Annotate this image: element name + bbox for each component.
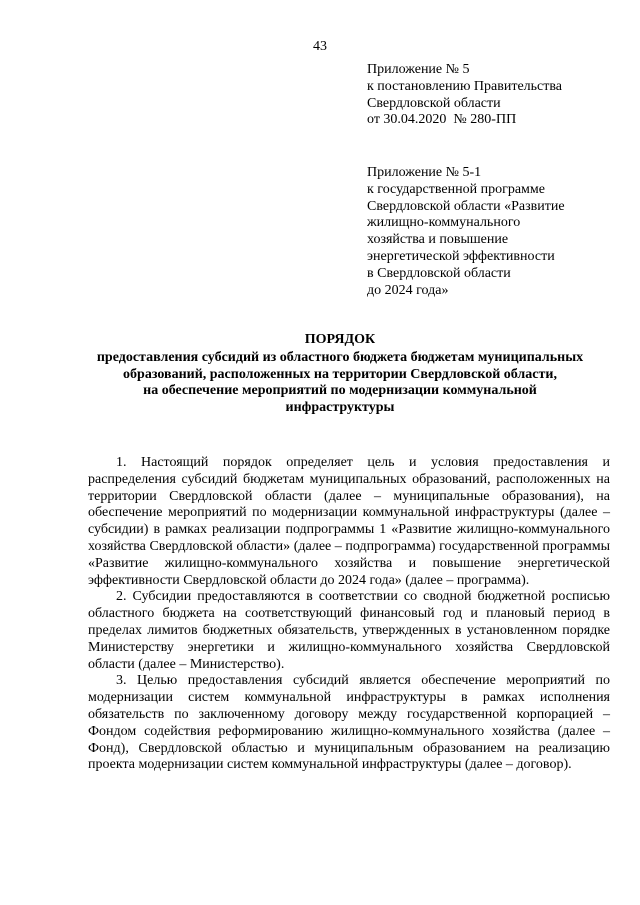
document-body [88, 455, 610, 774]
appendix-header-2 [367, 165, 617, 299]
appendix-2-line: энергетической эффективности [367, 248, 555, 264]
document-title [70, 332, 610, 417]
title-line: на обеспечение мероприятий по модернизации коммунальной [143, 383, 537, 399]
appendix-2-line: в Свердловской области [367, 265, 511, 281]
paragraph-3: 3. Целью предоставления субсидий является обеспечение мероприятий по модернизации систем коммунальной инфраструктуры в рамках исполнения обязательств по заключенному договору между государственной корпорацией – Фондом содействия реформированию жилищно-коммунального хозяйства (далее – Фонд), Свердловской областью и муниципальным образованием на реализацию проекта модернизации систем коммунальной инфраструктуры (далее – договор). [88, 673, 610, 773]
appendix-2-line: до 2024 года» [367, 282, 449, 298]
appendix-1-line: к постановлению Правительства [367, 78, 563, 94]
appendix-2-line: к государственной программе [367, 181, 545, 197]
appendix-1-line: от 30.04.2020 № 280-ПП [367, 112, 517, 128]
title-heading: ПОРЯДОК [304, 332, 376, 347]
appendix-2-line: Свердловской области «Развитие [367, 198, 565, 214]
appendix-2-line: хозяйства и повышение [367, 232, 509, 248]
paragraph-2: 2. Субсидии предоставляются в соответствии со сводной бюджетной росписью областного бюджета на соответствующий финансовый год и плановый период в пределах лимитов бюджетных обязательств, утвержденных в установленном порядке Министерству энергетики и жилищно-коммунального хозяйства Свердловской области (далее – Министерство). [88, 589, 610, 672]
title-line: инфраструктуры [285, 400, 395, 416]
appendix-2-line: Приложение № 5-1 [367, 165, 482, 180]
title-line: предоставления субсидий из областного бюджета бюджетам муниципальных [96, 349, 584, 365]
appendix-1-line: Приложение № 5 [367, 62, 470, 77]
appendix-2-line: жилищно-коммунального [367, 215, 521, 231]
title-line: образований, расположенных на территории Свердловской области, [123, 366, 557, 382]
paragraph-1: 1. Настоящий порядок определяет цель и условия предоставления и распределения субсидий бюджетам муниципальных образований, расположенных на территории Свердловской области (далее – муниципальные образования), на обеспечение мероприятий по модернизации коммунальной инфраструктуры (далее – субсидии) в рамках реализации подпрограммы 1 «Развитие жилищно-коммунального хозяйства Свердловской области» (далее – подпрограмма) государственной программы «Развитие жилищно-коммунального хозяйства и повышение энергетической эффективности Свердловской области до 2024 года» (далее – программа). [88, 455, 610, 588]
page-number: 43 [313, 39, 327, 54]
appendix-1-line: Свердловской области [367, 95, 501, 111]
appendix-header-1 [367, 62, 617, 129]
